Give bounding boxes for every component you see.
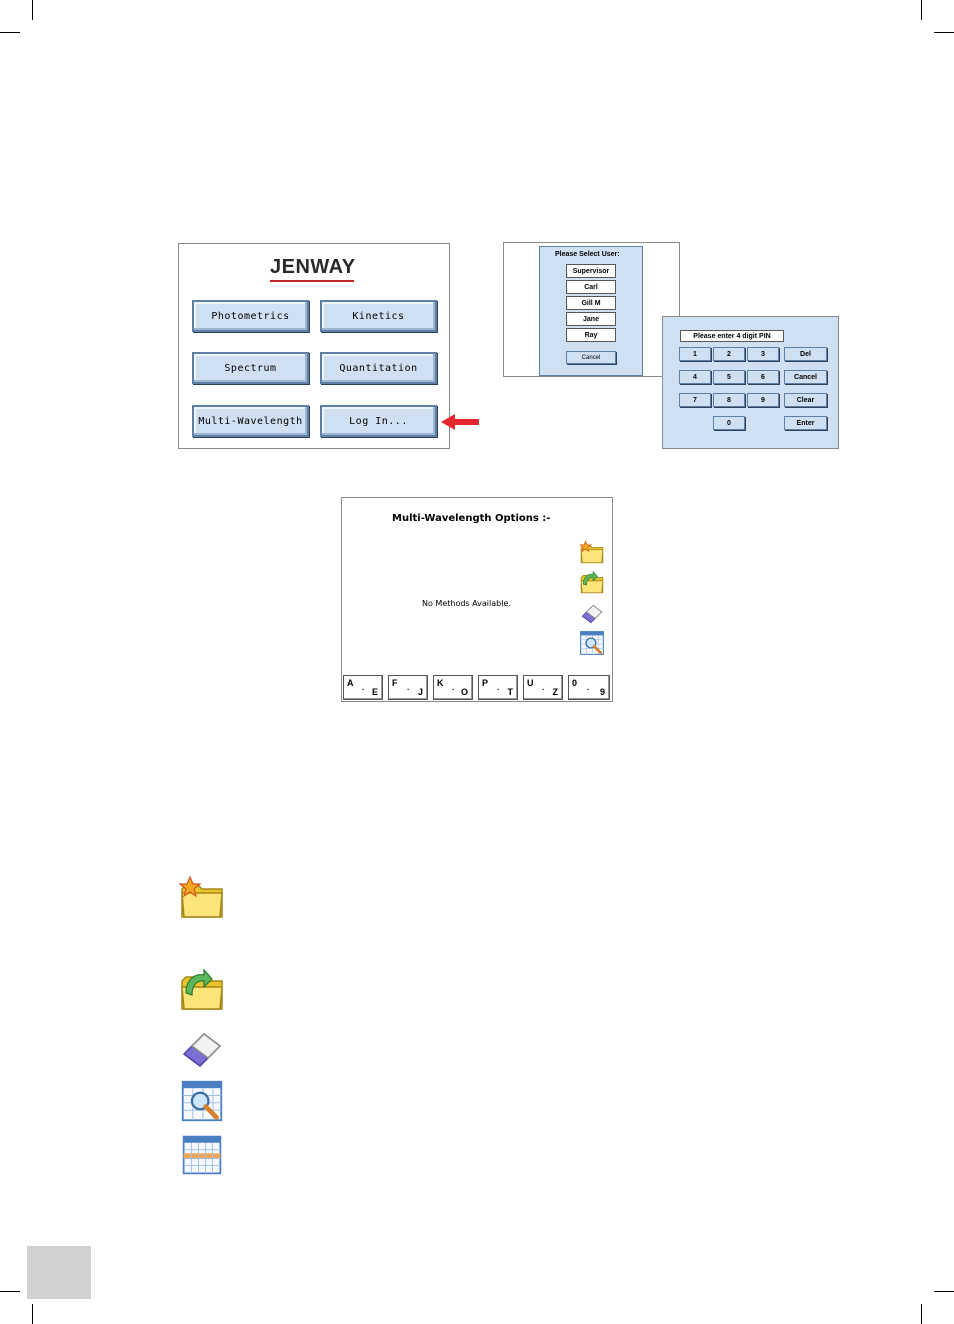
alpha-key-to: Z: [552, 687, 558, 697]
pin-key-9[interactable]: 9: [747, 393, 779, 407]
alpha-key-p-t[interactable]: [478, 675, 518, 700]
pin-key-4[interactable]: 4: [679, 370, 711, 384]
pin-key-7[interactable]: 7: [679, 393, 711, 407]
user-list-panel: [539, 246, 643, 376]
pin-key-3[interactable]: 3: [747, 347, 779, 361]
alpha-key-u-z[interactable]: [523, 675, 563, 700]
pin-key-5[interactable]: 5: [713, 370, 745, 384]
pin-clear-button[interactable]: Clear: [784, 393, 827, 407]
crop-mark: [0, 32, 20, 33]
user-item-ray[interactable]: Ray: [566, 328, 616, 342]
alpha-key-to: T: [507, 687, 513, 697]
crop-mark: [32, 0, 33, 20]
alpha-key-dot: ·: [407, 685, 410, 694]
alpha-key-dot: ·: [587, 685, 590, 694]
user-item-supervisor[interactable]: Supervisor: [566, 264, 616, 278]
alpha-key-f-j[interactable]: [388, 675, 428, 700]
multi-wavelength-title: Multi-Wavelength Options :-: [392, 513, 551, 524]
open-folder-icon: [178, 967, 226, 1015]
user-select-screen: [503, 242, 680, 377]
main-menu-screen: [178, 243, 450, 449]
kinetics-button[interactable]: Kinetics: [320, 300, 437, 332]
user-cancel-button[interactable]: Cancel: [566, 351, 616, 364]
spectrum-button[interactable]: Spectrum: [192, 352, 309, 384]
alpha-key-0-9[interactable]: [568, 675, 610, 700]
crop-mark: [934, 1291, 954, 1292]
logo-underline: [270, 280, 354, 282]
page-tab: [27, 1246, 91, 1299]
pin-key-8[interactable]: 8: [713, 393, 745, 407]
alpha-key-from: U: [527, 678, 534, 688]
alpha-key-dot: ·: [497, 685, 500, 694]
new-folder-icon: [178, 875, 226, 923]
alpha-key-from: A: [347, 678, 354, 688]
user-item-carl[interactable]: Carl: [566, 280, 616, 294]
alpha-key-dot: ·: [362, 685, 365, 694]
pin-entry-screen: [662, 316, 839, 449]
pin-prompt-field: Please enter 4 digit PIN: [680, 330, 784, 342]
pin-key-6[interactable]: 6: [747, 370, 779, 384]
table-icon: [178, 1134, 226, 1176]
user-item-jane[interactable]: Jane: [566, 312, 616, 326]
user-item-gill-m[interactable]: Gill M: [566, 296, 616, 310]
alpha-key-from: 0: [572, 678, 578, 688]
user-select-title: Please Select User:: [555, 251, 620, 258]
pin-del-button[interactable]: Del: [784, 347, 827, 361]
alpha-key-to: 9: [599, 687, 605, 697]
table-magnifier-icon: [178, 1079, 226, 1123]
pin-key-1[interactable]: 1: [679, 347, 711, 361]
open-folder-icon[interactable]: [579, 570, 605, 596]
crop-mark: [934, 32, 954, 33]
crop-mark: [921, 1304, 922, 1324]
pin-cancel-button[interactable]: Cancel: [784, 370, 827, 384]
eraser-icon[interactable]: [579, 600, 605, 626]
photometrics-button[interactable]: Photometrics: [192, 300, 309, 332]
red-arrow-icon: [441, 413, 481, 431]
alpha-key-to: J: [417, 687, 423, 697]
alpha-key-to: E: [371, 687, 378, 697]
alpha-key-from: P: [482, 678, 489, 688]
new-folder-icon[interactable]: [579, 540, 605, 566]
alpha-key-dot: ·: [542, 685, 545, 694]
crop-mark: [921, 0, 922, 20]
pin-key-0[interactable]: 0: [713, 416, 745, 430]
pin-enter-button[interactable]: Enter: [784, 416, 827, 430]
alpha-key-to: O: [460, 687, 468, 697]
alpha-key-k-o[interactable]: [433, 675, 473, 700]
crop-mark: [0, 1291, 20, 1292]
table-magnifier-icon[interactable]: [579, 630, 605, 656]
alpha-key-dot: ·: [452, 685, 455, 694]
crop-mark: [32, 1304, 33, 1324]
log-in-button[interactable]: Log In...: [320, 405, 437, 437]
multi-wavelength-button[interactable]: Multi-Wavelength: [192, 405, 309, 437]
alpha-key-from: K: [437, 678, 444, 688]
no-methods-message: No Methods Available.: [422, 599, 511, 608]
pin-key-2[interactable]: 2: [713, 347, 745, 361]
alpha-key-from: F: [392, 678, 398, 688]
alpha-key-a-e[interactable]: [343, 675, 383, 700]
quantitation-button[interactable]: Quantitation: [320, 352, 437, 384]
multi-wavelength-screen: [341, 497, 613, 702]
eraser-icon: [178, 1024, 226, 1072]
jenway-logo: JENWAY: [270, 256, 356, 278]
